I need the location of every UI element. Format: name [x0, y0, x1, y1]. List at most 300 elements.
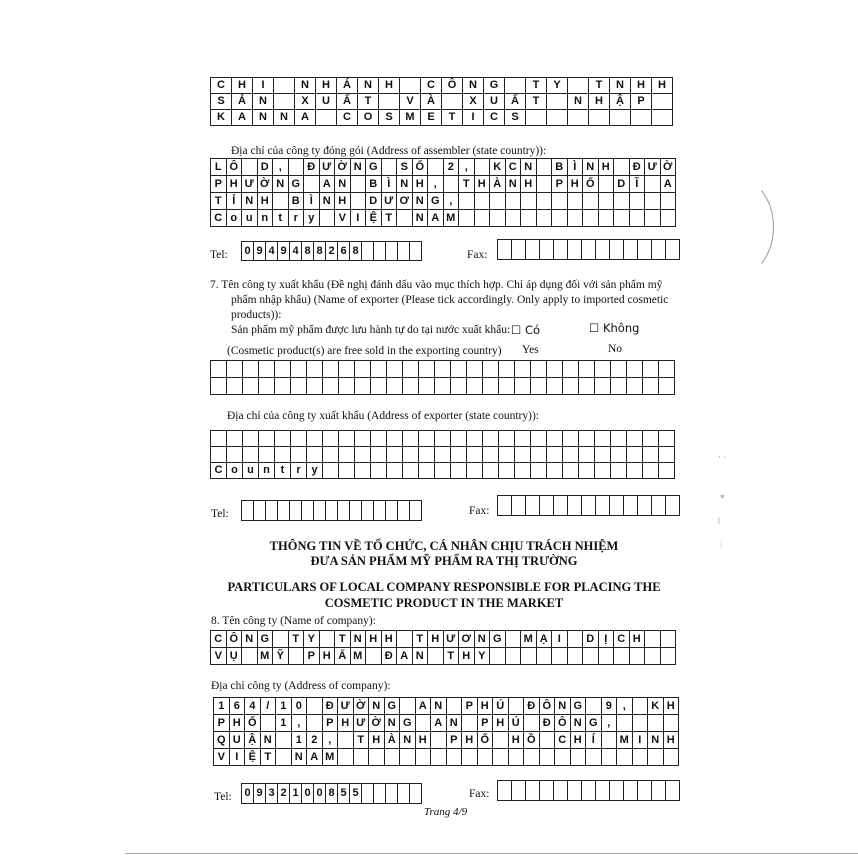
grid-cell: [499, 447, 515, 463]
grid-cell: [374, 784, 386, 804]
assembler-tel-grid: [241, 241, 422, 261]
grid-cell: V: [335, 210, 351, 227]
grid-cell: [643, 431, 659, 447]
grid-cell: 5: [338, 784, 350, 804]
grid-cell: [371, 378, 387, 395]
grid-cell: T: [526, 78, 547, 94]
grid-cell: [540, 240, 554, 260]
grid-cell: [475, 193, 491, 210]
grid-cell: 9: [254, 784, 266, 804]
grid-cell: ,: [323, 732, 339, 749]
grid-cell: [596, 781, 610, 801]
grid-cell: S: [505, 110, 526, 126]
grid-cell: [552, 210, 568, 227]
grid-cell: [540, 749, 556, 766]
grid-cell: /: [261, 698, 277, 715]
grid-cell: Ơ: [397, 193, 413, 210]
grid-cell: [659, 431, 675, 447]
grid-cell: [659, 447, 675, 463]
exporter-tel-label: Tel:: [211, 508, 229, 520]
assembler-address-label: Địa chỉ của công ty đóng gói (Address of assembler (state country)):: [231, 145, 547, 157]
grid-cell: ,: [602, 715, 618, 732]
grid-cell: T: [382, 210, 398, 227]
grid-cell: Đ: [540, 715, 556, 732]
free-sold-english: (Cosmetic product(s) are free sold in the exporting country): [227, 345, 502, 357]
grid-cell: Ô: [442, 78, 463, 94]
grid-cell: 2: [307, 732, 323, 749]
grid-cell: r: [289, 210, 305, 227]
grid-cell: 4: [290, 242, 302, 261]
grid-cell: [387, 463, 403, 479]
grid-cell: 6: [230, 698, 246, 715]
grid-cell: H: [568, 176, 584, 193]
grid-cell: H: [664, 732, 680, 749]
grid-cell: Ĩ: [630, 176, 646, 193]
local-company-address-grid: [213, 697, 679, 766]
grid-cell: [398, 501, 410, 521]
grid-cell: u: [242, 210, 258, 227]
grid-cell: U: [316, 94, 337, 110]
heading-vi-line2: ĐƯA SẢN PHẨM MỸ PHẨM RA THỊ TRƯỜNG: [310, 554, 578, 568]
grid-cell: N: [273, 176, 289, 193]
grid-cell: À: [385, 732, 401, 749]
grid-cell: t: [273, 210, 289, 227]
grid-cell: [505, 78, 526, 94]
grid-cell: [403, 431, 419, 447]
grid-cell: H: [599, 159, 615, 176]
grid-cell: [624, 240, 638, 260]
grid-cell: [563, 378, 579, 395]
grid-cell: [326, 501, 338, 521]
grid-cell: M: [521, 631, 537, 648]
grid-cell: A: [232, 110, 253, 126]
grid-cell: [661, 631, 677, 648]
grid-cell: M: [400, 110, 421, 126]
grid-cell: [483, 447, 499, 463]
grid-cell: I: [552, 631, 568, 648]
grid-cell: [304, 176, 320, 193]
grid-cell: H: [232, 78, 253, 94]
grid-cell: [435, 378, 451, 395]
grid-cell: [291, 431, 307, 447]
grid-cell: Ô: [555, 715, 571, 732]
grid-cell: [410, 784, 422, 804]
grid-cell: [371, 361, 387, 378]
checkbox-khong[interactable]: ☐ Không: [589, 321, 640, 335]
grid-cell: [227, 361, 243, 378]
grid-cell: À: [490, 176, 506, 193]
grid-cell: N: [261, 732, 277, 749]
grid-cell: [462, 749, 478, 766]
grid-cell: [579, 361, 595, 378]
grid-cell: [351, 193, 367, 210]
grid-cell: [506, 193, 522, 210]
grid-cell: [291, 361, 307, 378]
grid-cell: [554, 496, 568, 516]
grid-cell: Ì: [382, 176, 398, 193]
grid-cell: [339, 463, 355, 479]
grid-cell: [630, 648, 646, 665]
grid-cell: [227, 431, 243, 447]
grid-cell: [586, 749, 602, 766]
grid-cell: A: [307, 749, 323, 766]
grid-cell: [382, 159, 398, 176]
grid-cell: [537, 176, 553, 193]
grid-cell: [666, 240, 680, 260]
grid-cell: [419, 361, 435, 378]
grid-cell: [490, 648, 506, 665]
free-sold-question: Sản phẩm mỹ phẩm được lưu hành tự do tại nước xuất khẩu:: [231, 324, 511, 336]
grid-cell: [540, 781, 554, 801]
grid-cell: A: [661, 176, 677, 193]
grid-cell: [506, 648, 522, 665]
grid-cell: T: [354, 732, 370, 749]
grid-cell: 9: [278, 242, 290, 261]
grid-cell: N: [447, 715, 463, 732]
grid-cell: G: [586, 715, 602, 732]
grid-cell: [493, 749, 509, 766]
grid-cell: [568, 210, 584, 227]
grid-cell: Q: [214, 732, 230, 749]
grid-cell: [568, 648, 584, 665]
grid-cell: T: [442, 110, 463, 126]
exporter-name-grid: [210, 360, 675, 395]
grid-cell: 1: [214, 698, 230, 715]
grid-cell: K: [648, 698, 664, 715]
grid-cell: u: [243, 463, 259, 479]
grid-cell: [659, 361, 675, 378]
grid-cell: B: [289, 193, 305, 210]
grid-cell: [273, 631, 289, 648]
grid-cell: Ả: [232, 94, 253, 110]
grid-cell: C: [421, 78, 442, 94]
grid-cell: S: [379, 110, 400, 126]
grid-cell: N: [253, 110, 274, 126]
grid-cell: [428, 648, 444, 665]
grid-cell: Ẩ: [335, 648, 351, 665]
grid-cell: [419, 431, 435, 447]
grid-cell: [211, 447, 227, 463]
assembler-tel-label: Tel:: [210, 249, 228, 261]
grid-cell: [259, 361, 275, 378]
grid-cell: H: [493, 715, 509, 732]
grid-cell: P: [552, 176, 568, 193]
grid-cell: ,: [617, 698, 633, 715]
grid-cell: 0: [242, 242, 254, 261]
grid-cell: Í: [586, 732, 602, 749]
grid-cell: [540, 496, 554, 516]
grid-cell: H: [335, 193, 351, 210]
grid-cell: [531, 463, 547, 479]
grid-cell: Ị: [599, 631, 615, 648]
grid-cell: [416, 715, 432, 732]
grid-cell: [611, 431, 627, 447]
grid-cell: 0: [292, 698, 308, 715]
grid-cell: [410, 501, 422, 521]
grid-cell: P: [478, 715, 494, 732]
grid-cell: [633, 698, 649, 715]
grid-cell: [490, 210, 506, 227]
checkbox-co[interactable]: ☐ Có: [511, 323, 541, 337]
grid-cell: G: [571, 698, 587, 715]
grid-cell: [645, 193, 661, 210]
grid-cell: [478, 749, 494, 766]
grid-cell: [459, 193, 475, 210]
grid-cell: [459, 210, 475, 227]
grid-cell: N: [521, 159, 537, 176]
grid-cell: C: [555, 732, 571, 749]
grid-cell: [596, 496, 610, 516]
grid-cell: [531, 378, 547, 395]
grid-cell: [386, 501, 398, 521]
grid-cell: [387, 431, 403, 447]
grid-cell: [483, 463, 499, 479]
grid-cell: [645, 210, 661, 227]
grid-cell: Ậ: [610, 94, 631, 110]
grid-cell: 1: [276, 698, 292, 715]
grid-cell: 2: [278, 784, 290, 804]
grid-cell: [627, 431, 643, 447]
grid-cell: 3: [266, 784, 278, 804]
grid-cell: [275, 361, 291, 378]
grid-cell: [547, 431, 563, 447]
grid-cell: [652, 240, 666, 260]
grid-cell: [661, 210, 677, 227]
grid-cell: C: [484, 110, 505, 126]
grid-cell: [227, 378, 243, 395]
grid-cell: [385, 749, 401, 766]
grid-cell: [371, 463, 387, 479]
grid-cell: Ô: [540, 698, 556, 715]
yes-label: Yes: [522, 344, 539, 356]
grid-cell: I: [463, 110, 484, 126]
grid-cell: 0: [302, 784, 314, 804]
grid-cell: [648, 715, 664, 732]
grid-cell: [611, 361, 627, 378]
grid-cell: Ỹ: [273, 648, 289, 665]
grid-cell: S: [211, 94, 232, 110]
grid-cell: [307, 431, 323, 447]
grid-cell: [537, 648, 553, 665]
local-fax-label: Fax:: [469, 788, 490, 800]
exporter-tel-grid: [241, 500, 422, 521]
grid-cell: 5: [350, 784, 362, 804]
grid-cell: 8: [302, 242, 314, 261]
grid-cell: [666, 496, 680, 516]
grid-cell: [276, 732, 292, 749]
grid-cell: [568, 193, 584, 210]
grid-cell: [274, 94, 295, 110]
grid-cell: [355, 361, 371, 378]
grid-cell: 0: [242, 784, 254, 804]
grid-cell: [638, 781, 652, 801]
grid-cell: 6: [338, 242, 350, 261]
grid-cell: [506, 210, 522, 227]
grid-cell: [374, 501, 386, 521]
grid-cell: [547, 361, 563, 378]
grid-cell: [509, 749, 525, 766]
grid-cell: [307, 715, 323, 732]
grid-cell: P: [462, 698, 478, 715]
grid-cell: [386, 784, 398, 804]
grid-cell: [610, 110, 631, 126]
grid-cell: P: [304, 648, 320, 665]
grid-cell: H: [320, 648, 336, 665]
grid-cell: [362, 501, 374, 521]
grid-cell: Ư: [645, 159, 661, 176]
grid-cell: [547, 94, 568, 110]
grid-cell: G: [385, 698, 401, 715]
grid-cell: [506, 631, 522, 648]
grid-cell: [526, 110, 547, 126]
grid-cell: Ỉ: [227, 193, 243, 210]
grid-cell: [568, 631, 584, 648]
grid-cell: [374, 242, 386, 261]
grid-cell: [568, 110, 589, 126]
grid-cell: [499, 431, 515, 447]
grid-cell: I: [351, 210, 367, 227]
grid-cell: T: [413, 631, 429, 648]
grid-cell: À: [421, 94, 442, 110]
grid-cell: N: [568, 94, 589, 110]
grid-cell: [323, 431, 339, 447]
grid-cell: T: [589, 78, 610, 94]
grid-cell: [259, 431, 275, 447]
grid-cell: y: [304, 210, 320, 227]
grid-cell: Ờ: [335, 159, 351, 176]
grid-cell: [627, 361, 643, 378]
grid-cell: N: [506, 176, 522, 193]
grid-cell: [355, 463, 371, 479]
grid-cell: [579, 447, 595, 463]
grid-cell: H: [428, 631, 444, 648]
grid-cell: [483, 361, 499, 378]
grid-cell: [275, 431, 291, 447]
grid-cell: [610, 781, 624, 801]
grid-cell: A: [428, 210, 444, 227]
grid-cell: [599, 176, 615, 193]
grid-cell: T: [289, 631, 305, 648]
grid-cell: [338, 749, 354, 766]
grid-cell: Ư: [354, 715, 370, 732]
grid-cell: [526, 240, 540, 260]
grid-cell: K: [211, 110, 232, 126]
grid-cell: P: [447, 732, 463, 749]
grid-cell: [467, 378, 483, 395]
grid-cell: H: [379, 78, 400, 94]
grid-cell: [547, 378, 563, 395]
grid-cell: [602, 732, 618, 749]
grid-cell: Ư: [242, 176, 258, 193]
grid-cell: A: [295, 110, 316, 126]
grid-cell: ,: [292, 715, 308, 732]
heading-en-line2: COSMETIC PRODUCT IN THE MARKET: [324, 596, 564, 610]
grid-cell: [320, 210, 336, 227]
grid-cell: 0: [314, 784, 326, 804]
grid-cell: N: [648, 732, 664, 749]
grid-cell: H: [366, 631, 382, 648]
grid-cell: y: [307, 463, 323, 479]
grid-cell: [338, 501, 350, 521]
grid-cell: H: [521, 176, 537, 193]
grid-cell: M: [258, 648, 274, 665]
grid-cell: Ệ: [366, 210, 382, 227]
grid-cell: [512, 781, 526, 801]
grid-cell: H: [227, 176, 243, 193]
grid-cell: [289, 159, 305, 176]
grid-cell: [338, 732, 354, 749]
grid-cell: [537, 210, 553, 227]
grid-cell: Ô: [227, 631, 243, 648]
grid-cell: [563, 361, 579, 378]
grid-cell: [524, 715, 540, 732]
grid-cell: [444, 176, 460, 193]
grid-cell: [515, 447, 531, 463]
grid-cell: [447, 698, 463, 715]
grid-cell: [400, 749, 416, 766]
grid-cell: [643, 361, 659, 378]
assembler-fax-grid: [497, 239, 680, 260]
grid-cell: [537, 159, 553, 176]
grid-cell: C: [211, 210, 227, 227]
grid-cell: [273, 193, 289, 210]
grid-cell: 2: [444, 159, 460, 176]
grid-cell: [638, 240, 652, 260]
grid-cell: B: [366, 176, 382, 193]
grid-cell: [645, 631, 661, 648]
grid-cell: [499, 361, 515, 378]
grid-cell: [599, 648, 615, 665]
grid-cell: N: [571, 715, 587, 732]
grid-cell: [599, 210, 615, 227]
grid-cell: [302, 501, 314, 521]
grid-cell: 1: [292, 732, 308, 749]
exporter-address-label: Địa chỉ của công ty xuất khẩu (Address of exporter (state country)):: [227, 410, 539, 422]
grid-cell: [568, 496, 582, 516]
grid-cell: H: [459, 648, 475, 665]
grid-cell: [664, 749, 680, 766]
grid-cell: [586, 698, 602, 715]
grid-cell: ,: [459, 159, 475, 176]
grid-cell: I: [253, 78, 274, 94]
grid-cell: [531, 447, 547, 463]
grid-cell: [652, 781, 666, 801]
grid-cell: [624, 496, 638, 516]
grid-cell: [596, 240, 610, 260]
grid-cell: I: [230, 749, 246, 766]
grid-cell: 2: [326, 242, 338, 261]
grid-cell: t: [275, 463, 291, 479]
grid-cell: [568, 78, 589, 94]
grid-cell: [583, 648, 599, 665]
grid-cell: [554, 781, 568, 801]
grid-cell: Y: [475, 648, 491, 665]
grid-cell: [512, 240, 526, 260]
grid-cell: D: [366, 193, 382, 210]
grid-cell: N: [583, 159, 599, 176]
grid-cell: [493, 732, 509, 749]
grid-cell: H: [509, 732, 525, 749]
grid-cell: Ồ: [524, 732, 540, 749]
grid-cell: [611, 447, 627, 463]
grid-cell: N: [555, 698, 571, 715]
grid-cell: [555, 749, 571, 766]
grid-cell: [617, 715, 633, 732]
grid-cell: [666, 781, 680, 801]
grid-cell: H: [416, 732, 432, 749]
grid-cell: [554, 240, 568, 260]
grid-cell: [307, 447, 323, 463]
